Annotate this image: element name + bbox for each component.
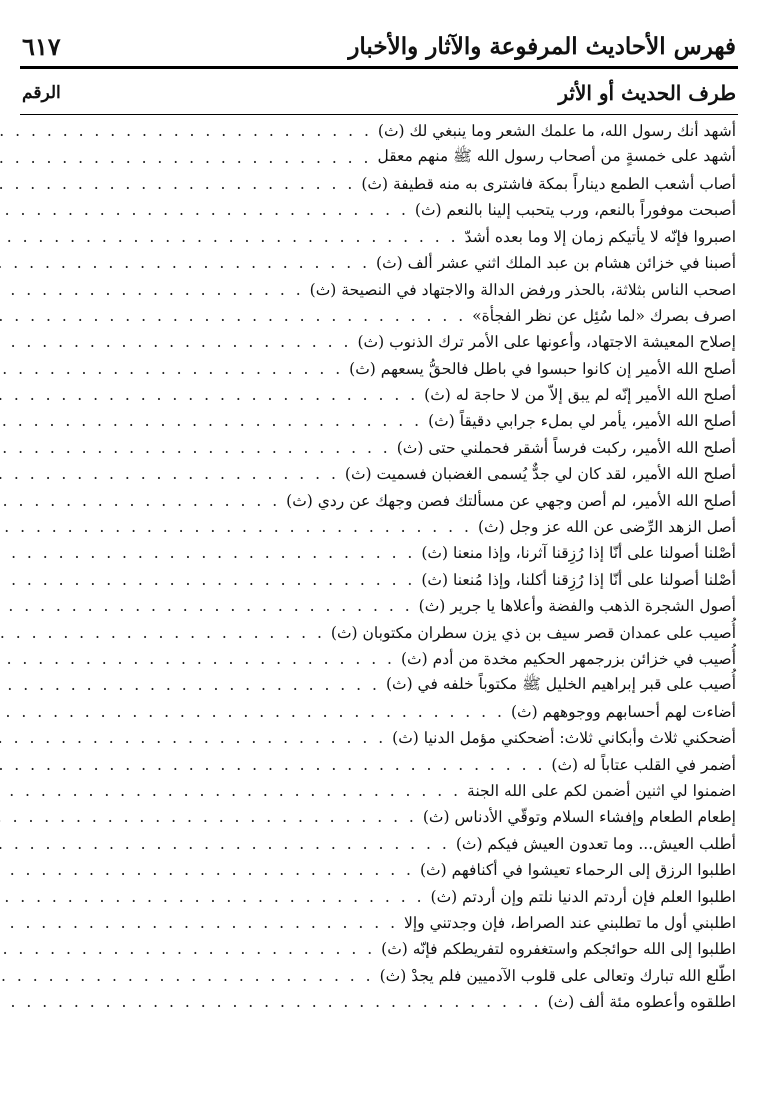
- entry-text: أصلح الله الأمير، لقد كان لي جدٌّ يُسمى الغضبان فسميت (ث): [344, 465, 736, 484]
- entry-text: أصلح الله الأمير إنّه لم يبق إلاّ من لا حاجة له (ث): [424, 386, 736, 405]
- entry-text: أصبنا في خزائن هشام بن عبد الملك اثني عشر ألف (ث): [376, 254, 736, 273]
- leader-dots: [0, 993, 548, 1011]
- entry-text: أشهد أنك رسول الله، ما علمك الشعر وما ينبغي لك (ث): [377, 122, 736, 141]
- entry-text: اطلبوا العلم فإن أردتم الدنيا نلتم وإن أردتم (ث): [430, 887, 736, 906]
- leader-dots: [0, 861, 420, 879]
- leader-dots: [0, 122, 378, 140]
- index-entry: [22, 171, 736, 197]
- leader-dots: [0, 835, 456, 853]
- entry-text: أضمر في القلب عتاباً له (ث): [551, 755, 736, 774]
- index-entry: [22, 276, 736, 302]
- index-entry: [22, 725, 736, 751]
- leader-dots: [0, 492, 286, 510]
- column-header-number: الرقم: [22, 83, 61, 103]
- entry-text: أشهد على خمسةٍ من أصحاب رسول الله ﷺ منهم معقل: [377, 147, 736, 166]
- leader-dots: [0, 756, 551, 774]
- leader-dots: [0, 940, 381, 958]
- entry-text: أصلح الله الأمير، لم أصن وجهي عن مسألتك فصن وجهك عن ردي (ث): [286, 491, 736, 510]
- leader-dots: [0, 175, 361, 193]
- leader-dots: [0, 439, 397, 457]
- index-entry: [22, 382, 736, 408]
- entry-text: أصْلنا أصولنا على أنّا إذا رُزِقنا أكلنا، وإذا مُنعنا (ث): [421, 570, 736, 589]
- entry-text: أُصيب على قبر إبراهيم الخليل ﷺ مكتوباً خلفه في (ث): [385, 674, 736, 693]
- column-header-rule: [20, 114, 738, 115]
- index-entry: [22, 831, 736, 857]
- entry-text: أضحكني ثلاث وأبكاني ثلاث: أضحكني مؤمل الدنيا (ث): [392, 729, 736, 748]
- leader-dots: [0, 782, 467, 800]
- entry-text: أصبحت موفوراً بالنعم، ورب يتحبب إلينا بالنعم (ث): [414, 201, 736, 220]
- entry-text: اصحب الناس بثلاثة، بالحذر ورفض الدالة والاجتهاد في النصيحة (ث): [309, 280, 736, 299]
- leader-dots: [0, 149, 377, 167]
- leader-dots: [0, 281, 310, 299]
- entry-text: أُصيب في خزائن بزرجمهر الحكيم مخدة من أدم (ث): [401, 650, 736, 668]
- entry-text: اطلبوا الرزق إلى الرحماء تعيشوا في أكنافهم (ث): [419, 861, 736, 880]
- index-entry: [22, 989, 736, 1015]
- leader-dots: [0, 808, 423, 826]
- leader-dots: [0, 624, 331, 642]
- leader-dots: [0, 201, 415, 219]
- index-entry: [22, 144, 736, 170]
- entry-text: اصرف بصرك «لما سُئِل عن نظر الفجأة»: [472, 306, 736, 325]
- leader-dots: [0, 650, 401, 668]
- leader-dots: [0, 228, 465, 246]
- index-entry: [22, 699, 736, 725]
- index-entry: [22, 224, 736, 250]
- leader-dots: [0, 703, 511, 721]
- index-entry: [22, 356, 736, 382]
- index-entries: [22, 118, 736, 1015]
- leader-dots: [0, 307, 472, 325]
- entry-text: أُصيب على عمدان قصر سيف بن ذي يزن سطران مكتوبان (ث): [330, 623, 736, 642]
- index-entry: [22, 751, 736, 777]
- index-entry: [22, 804, 736, 830]
- index-entry: [22, 672, 736, 698]
- entry-text: إطعام الطعام وإفشاء السلام وتوقّي الأدناس (ث): [422, 808, 736, 827]
- entry-text: اصبروا فإنّه لا يأتيكم زمان إلا وما بعده أشدّ: [464, 227, 736, 246]
- index-entry: [22, 303, 736, 329]
- entry-text: أصول الشجرة الذهب والفضة وأعلاها يا جرير (ث): [418, 597, 736, 616]
- column-headers: [22, 78, 736, 108]
- index-entry: [22, 883, 736, 909]
- entry-text: أصاب أشعب الطمع ديناراً بمكة فاشترى به منه قطيفة (ث): [361, 174, 736, 193]
- entry-text: أضاءت لهم أحسابهم ووجوههم (ث): [510, 702, 736, 721]
- index-entry: [22, 408, 736, 434]
- index-entry: [22, 857, 736, 883]
- index-entry: [22, 619, 736, 645]
- index-entry: [22, 910, 736, 936]
- entry-text: اطلبني أول ما تطلبني عند الصراط، فإن وجدتني وإلا: [404, 913, 736, 932]
- index-entry: [22, 250, 736, 276]
- index-entry: [22, 540, 736, 566]
- index-entry: [22, 514, 736, 540]
- leader-dots: [0, 386, 424, 404]
- index-entry: [22, 487, 736, 513]
- entry-text: أصْلنا أصولنا على أنّا إذا رُزِقنا آثرنا، وإذا منعنا (ث): [421, 544, 736, 563]
- index-entry: [22, 118, 736, 144]
- leader-dots: [0, 254, 376, 272]
- entry-text: اطلبوا إلى الله حوائجكم واستغفروه لتفريطكم فإنّه (ث): [381, 940, 736, 959]
- entry-text: أصلح الله الأمير، يأمر لي بملء جرابي دقيقاً (ث): [428, 412, 736, 431]
- leader-dots: [0, 544, 421, 562]
- column-header-text: طرف الحديث أو الأثر: [558, 81, 736, 105]
- entry-text: أصل الزهد الرِّضى عن الله عز وجل (ث): [477, 518, 736, 537]
- entry-text: أصلح الله الأمير، ركبت فرساً أشقر فحملني حتى (ث): [396, 438, 736, 457]
- leader-dots: [0, 465, 345, 483]
- running-title: فهرس الأحاديث المرفوعة والآثار والأخبار: [348, 32, 736, 60]
- entry-text: أطلب العيش... وما تعدون العيش فيكم (ث): [455, 834, 736, 853]
- entry-text: اطّلع الله تبارك وتعالى على قلوب الآدميين فلم يجدْ (ث): [379, 966, 736, 985]
- index-entry: [22, 435, 736, 461]
- entry-text: إصلاح المعيشة الاجتهاد، وأعونها على الأمر ترك الذنوب (ث): [357, 333, 736, 352]
- entry-text: أصلح الله الأمير إن كانوا حبسوا في باطل فالحقُّ يسعهم (ث): [349, 359, 736, 378]
- leader-dots: [0, 360, 349, 378]
- leader-dots: [0, 597, 419, 615]
- index-entry: [22, 567, 736, 593]
- entry-text: اضمنوا لي اثنين أضمن لكم على الله الجنة: [467, 781, 736, 800]
- leader-dots: [0, 571, 421, 589]
- page-number: ٦١٧: [22, 31, 61, 61]
- index-entry: [22, 778, 736, 804]
- leader-dots: [0, 518, 478, 536]
- leader-dots: [0, 888, 431, 906]
- leader-dots: [0, 412, 428, 430]
- leader-dots: [0, 676, 386, 694]
- leader-dots: [0, 967, 380, 985]
- index-entry: [22, 197, 736, 223]
- leader-dots: [0, 914, 404, 932]
- leader-dots: [0, 333, 357, 351]
- header-rule: [20, 66, 738, 69]
- index-entry: [22, 329, 736, 355]
- entry-text: اطلقوه وأعطوه مئة ألف (ث): [547, 993, 736, 1012]
- index-entry: [22, 963, 736, 989]
- index-entry: [22, 593, 736, 619]
- index-entry: [22, 461, 736, 487]
- index-entry: [22, 646, 736, 672]
- running-header: [22, 28, 736, 64]
- leader-dots: [0, 729, 392, 747]
- index-entry: [22, 936, 736, 962]
